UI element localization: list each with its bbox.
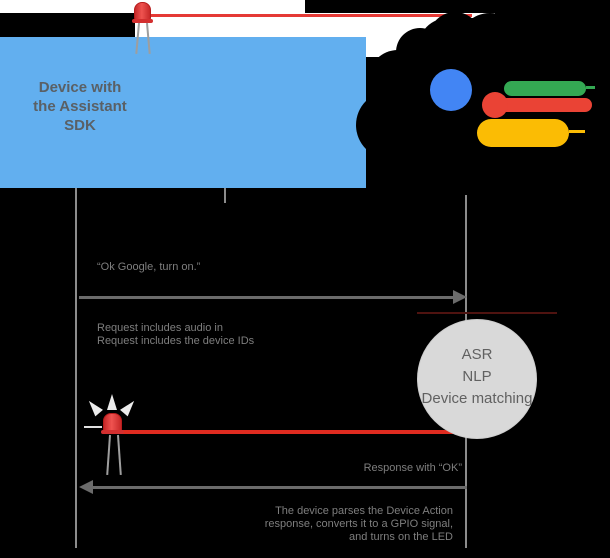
cloud-processing-steps: [418, 320, 536, 410]
caption-line-3: and turns on the LED: [349, 531, 453, 543]
led-leg-right: [117, 435, 122, 475]
light-ray-icon: [120, 398, 138, 417]
response-arrowhead-icon: [79, 480, 93, 494]
caption-line-2: response, converts it to a GPIO signal,: [264, 518, 453, 530]
led-leg-left: [106, 435, 111, 475]
device-label-line-1: Device with: [38, 79, 122, 96]
assistant-logo-red-circle: [482, 92, 508, 118]
assistant-logo-yellow-streak: [569, 130, 585, 133]
light-ray-icon: [107, 394, 117, 410]
processing-step-nlp: NLP: [462, 368, 492, 385]
request-note-2: Request includes the device IDs: [97, 335, 255, 347]
response-label: Response with “OK”: [363, 462, 462, 474]
request-arrow: [79, 296, 455, 299]
user-query-label: “Ok Google, turn on.”: [97, 261, 201, 273]
assistant-logo-green-bar: [504, 81, 586, 96]
led-flange: [132, 19, 153, 23]
led-wire-top: [150, 14, 472, 17]
assistant-logo-yellow-pill: [477, 119, 569, 147]
light-ray-line: [84, 426, 102, 428]
led-wire-bottom: [122, 430, 498, 434]
device-box-label: [0, 78, 160, 135]
caption-line-1: The device parses the Device Action: [275, 505, 453, 517]
request-arrowhead-icon: [453, 290, 467, 304]
processing-step-asr: ASR: [461, 346, 493, 363]
response-arrow: [91, 486, 467, 489]
dark-red-line: [417, 312, 557, 314]
assistant-logo-blue-circle: [430, 69, 472, 111]
device-label-line-2: the Assistant: [33, 98, 127, 115]
stub-line: [224, 188, 226, 203]
light-ray-icon: [85, 398, 103, 417]
assistant-logo-green-streak: [586, 86, 595, 89]
result-caption: [153, 505, 453, 544]
led-flange: [101, 430, 124, 434]
cloud-processing-circle: [417, 319, 537, 439]
device-lifeline: [75, 188, 77, 548]
device-label-line-3: SDK: [64, 117, 96, 134]
request-note-1: Request includes audio in: [97, 322, 223, 334]
processing-step-device-matching: Device matching: [421, 390, 533, 407]
